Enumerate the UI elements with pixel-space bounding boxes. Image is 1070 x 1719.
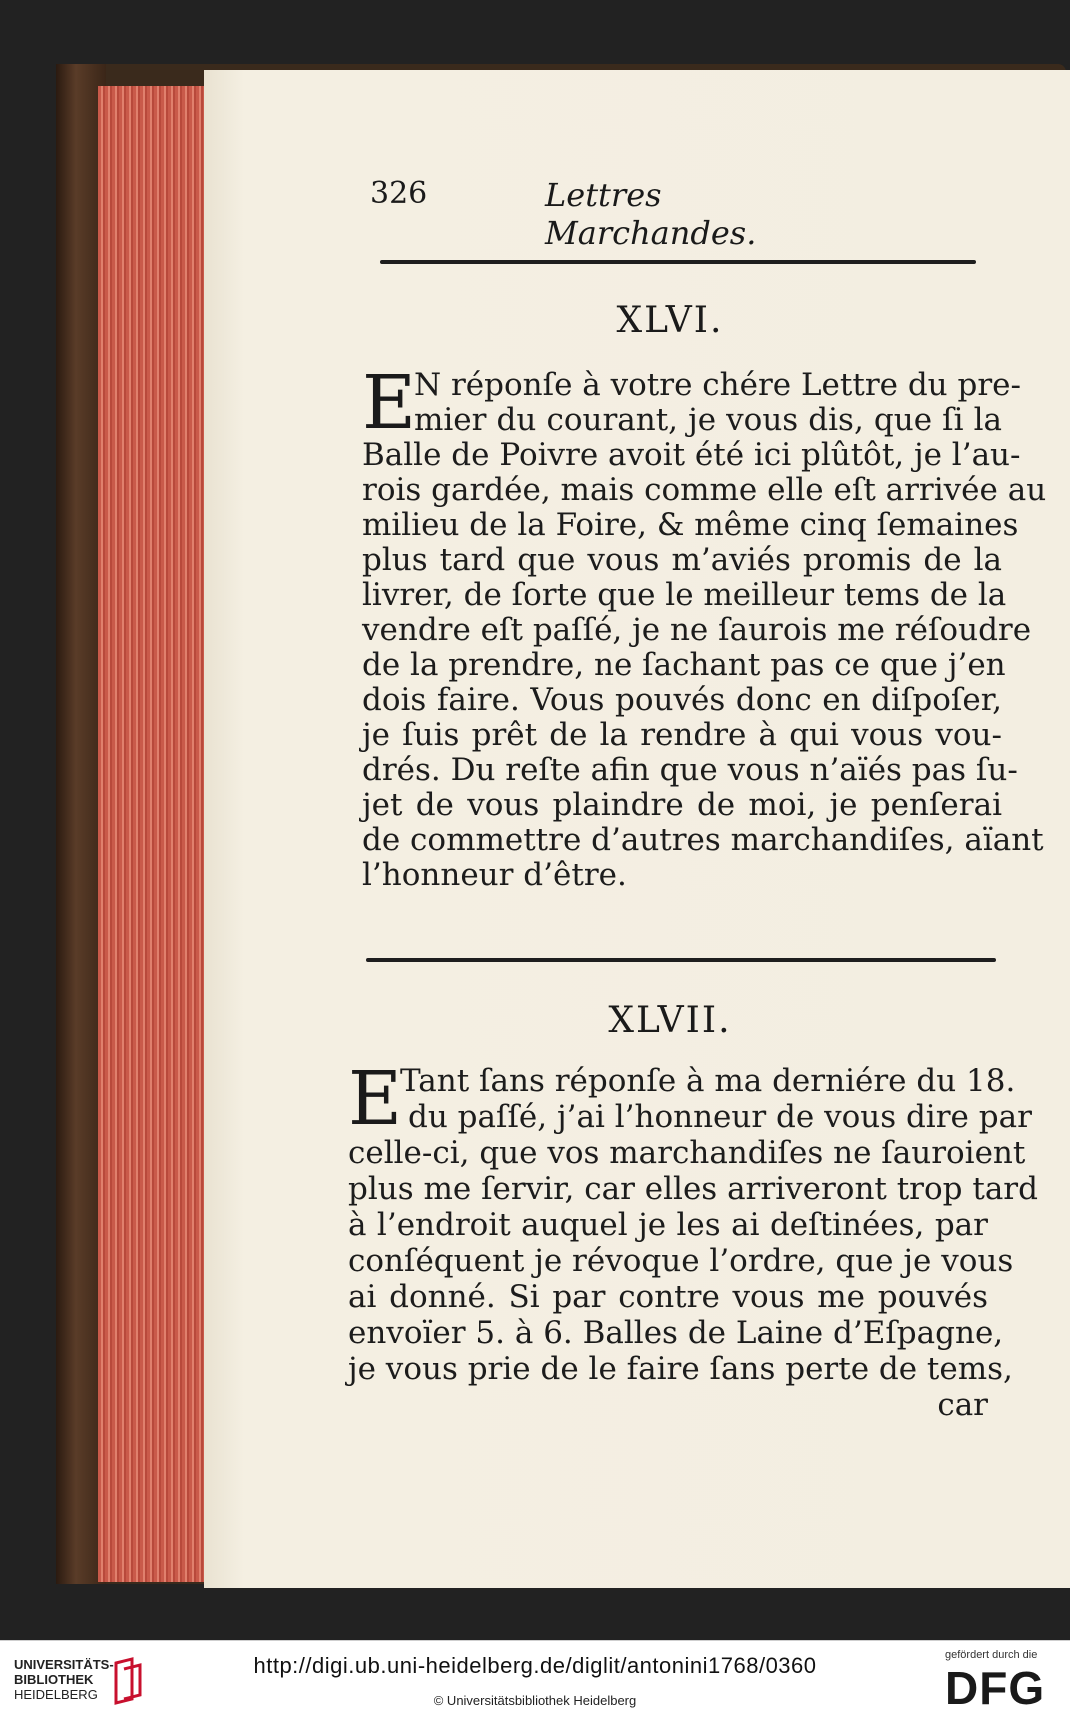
drop-cap: E — [362, 360, 417, 446]
text-line: milieu de la Foire, & même cinq ſemaines — [362, 507, 1019, 543]
page-edges — [98, 86, 210, 1582]
letter-47 — [348, 1056, 1038, 1434]
text-line: Balle de Poivre avoit été ici plûtôt, je l’au- — [362, 437, 1021, 473]
text-line: jet de vous plaindre de moi, je penſerai — [362, 787, 1002, 823]
text-line: l’honneur d’être. — [362, 857, 627, 893]
dfg-logo[interactable]: DFG — [945, 1662, 1046, 1714]
text-line: je ſuis prêt de la rendre à qui vous vou- — [362, 717, 1002, 753]
catchword: car — [937, 1387, 988, 1423]
text-line: mier du courant, je vous dis, que ſi la — [414, 402, 1002, 438]
drop-cap: E — [348, 1056, 403, 1142]
text-line: je vous prie de le faire ſans perte de tems, — [348, 1351, 1013, 1387]
text-line: celle-ci, que vos marchandiſes ne ſauroient — [348, 1135, 1026, 1171]
copyright-notice: © Universitätsbibliothek Heidelberg — [433, 1693, 637, 1708]
running-head — [370, 176, 850, 252]
letter-46 — [362, 360, 1047, 908]
text-line: envoïer 5. à 6. Balles de Laine d’Eſpagne, — [348, 1315, 1004, 1351]
letter-heading-47: XLVII. — [608, 1000, 732, 1041]
letter-heading-46: XLVI. — [616, 300, 724, 341]
text-line: de la prendre, ne ſachant pas ce que j’en — [362, 647, 1006, 683]
text-line: rois gardée, mais comme elle eſt arrivée au — [362, 472, 1047, 508]
top-rule — [380, 260, 976, 264]
library-name-line1: UNIVERSITÄTS- — [14, 1657, 114, 1672]
funded-by-label: gefördert durch die — [945, 1649, 1038, 1661]
text-line: conſéquent je révoque l’ordre, que je vous — [348, 1243, 1014, 1279]
text-line: plus tard que vous m’aviés promis de la — [362, 542, 1002, 578]
text-line: du paſſé, j’ai l’honneur de vous dire par — [408, 1099, 1032, 1135]
library-name-line2: BIBLIOTHEK — [14, 1672, 94, 1687]
footer-bar — [0, 1640, 1070, 1719]
running-title: Lettres Marchandes. — [545, 176, 757, 252]
permalink-url[interactable]: http://digi.ub.uni-heidelberg.de/diglit/antonini1768/0360 — [253, 1653, 817, 1678]
text-line: vendre eſt paſſé, je ne ſaurois me réſoudre — [362, 612, 1032, 648]
page-number: 326 — [370, 176, 428, 211]
library-name-line3: HEIDELBERG — [14, 1687, 98, 1702]
text-line: à l’endroit auquel je les ai deſtinées, par — [348, 1207, 988, 1243]
text-line: drés. Du reſte afin que vous n’aïés pas ſu- — [362, 752, 1018, 788]
section-rule — [366, 958, 996, 962]
text-line: dois faire. Vous pouvés donc en diſpoſer, — [362, 682, 1002, 718]
text-line: Tant ſans réponſe à ma derniére du 18. — [400, 1063, 1016, 1099]
library-emblem-icon — [110, 1655, 146, 1707]
text-line: ai donné. Si par contre vous me pouvés — [348, 1279, 988, 1315]
text-line: de commettre d’autres marchandiſes, aïant — [362, 822, 1044, 858]
text-line: plus me ſervir, car elles arriveront trop tard — [348, 1171, 1038, 1207]
text-line: N réponſe à votre chére Lettre du pre- — [414, 367, 1021, 403]
text-line: livrer, de ſorte que le meilleur tems de la — [362, 577, 1007, 613]
